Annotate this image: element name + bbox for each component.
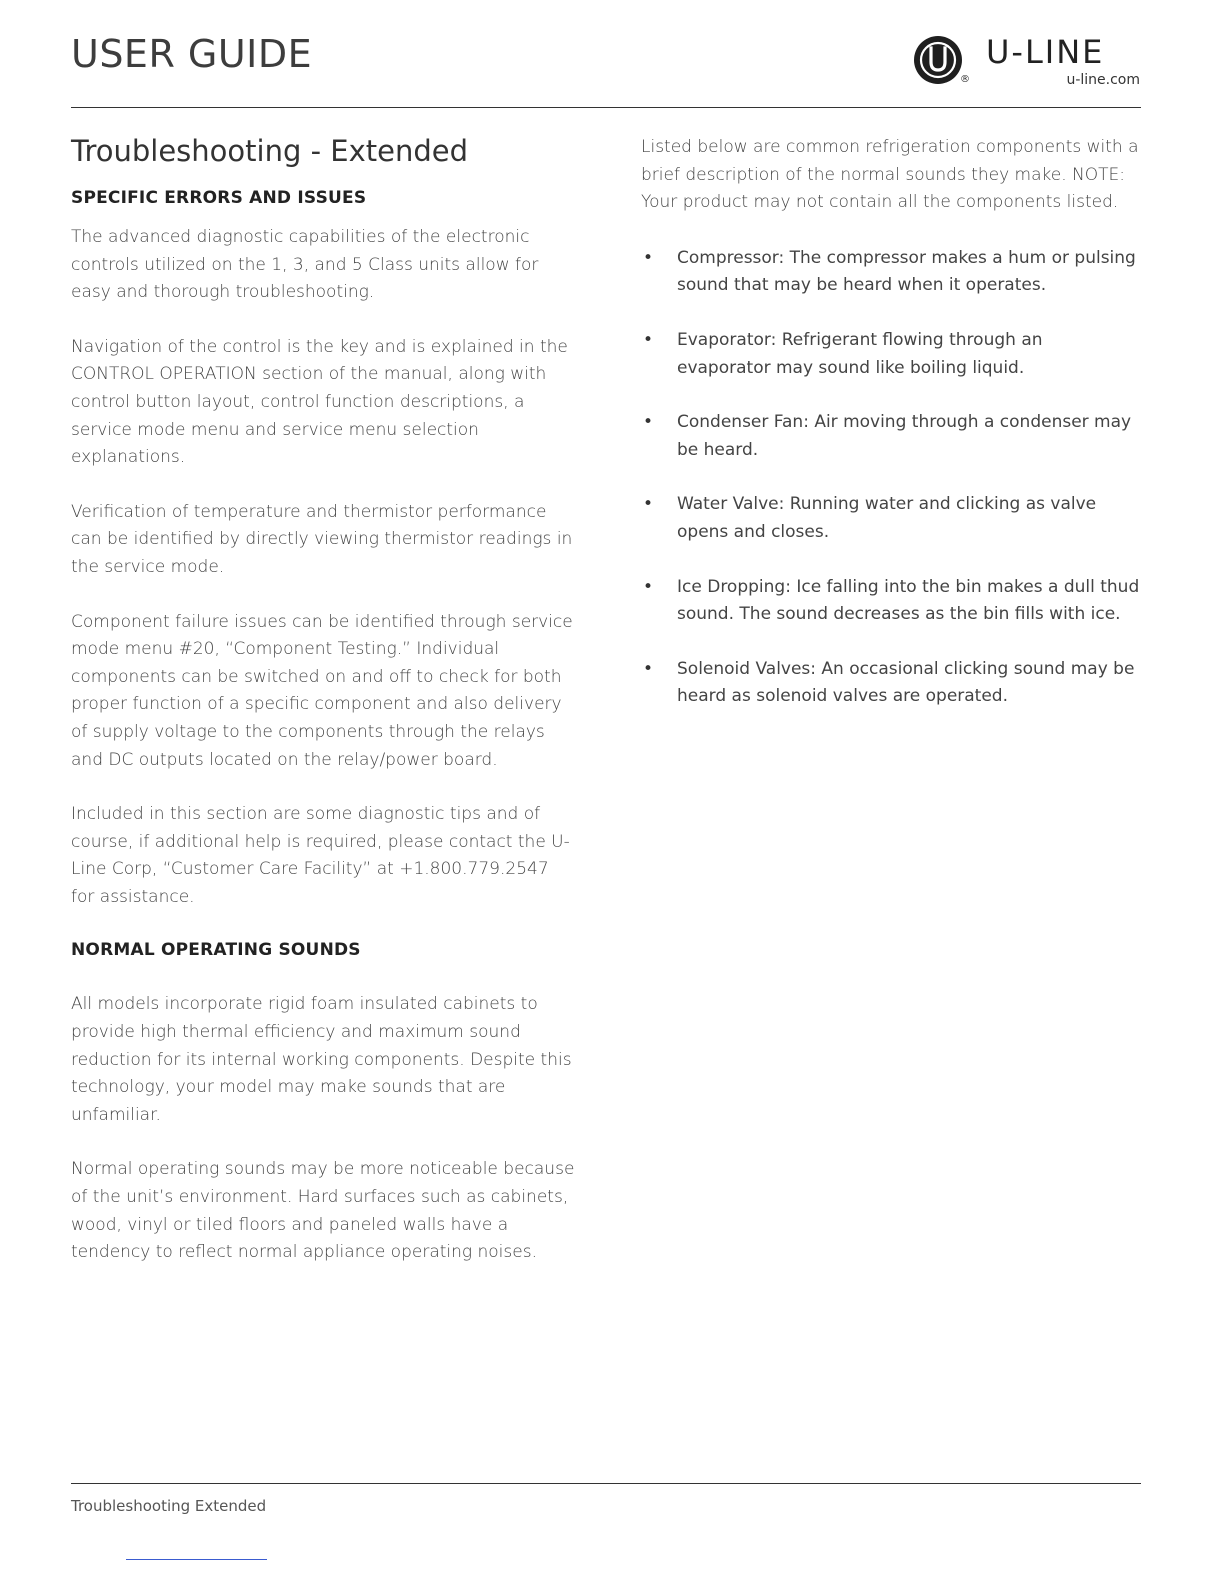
subhead-normal-sounds: NORMAL OPERATING SOUNDS xyxy=(71,940,361,961)
footer-divider xyxy=(71,1483,1141,1484)
list-item-text: Condenser Fan: Air moving through a condenser may be heard. xyxy=(677,412,1132,460)
registered-mark: ® xyxy=(960,74,970,85)
subhead-specific-errors: SPECIFIC ERRORS AND ISSUES xyxy=(71,188,367,208)
footer-section-label: Troubleshooting Extended xyxy=(71,1497,267,1515)
list-item-text: Ice Dropping: Ice falling into the bin makes a dull thud sound. The sound decreases as the bin fills with ice. xyxy=(677,576,1140,625)
components-intro: Listed below are common refrigeration components with a brief description of the normal sounds they make. NOTE: Your product may not contain all the components listed. xyxy=(641,137,1139,213)
page-header-title: USER GUIDE xyxy=(71,32,313,76)
list-item-text: Water Valve: Running water and clicking as valve opens and closes. xyxy=(677,494,1097,542)
paragraph: Verification of temperature and thermistor performance can be identified by directly viewing thermistor readings in the service mode. xyxy=(71,501,573,577)
header-divider xyxy=(71,107,1141,108)
list-item xyxy=(641,656,1141,711)
list-item-text: Solenoid Valves: An occasional clicking sound may be heard as solenoid valves are operated. xyxy=(677,658,1135,707)
bullet-icon: • xyxy=(643,576,654,597)
list-item-text: Evaporator: Refrigerant flowing through an evaporator may sound like boiling liquid. xyxy=(677,329,1043,378)
list-item xyxy=(641,409,1141,464)
list-item xyxy=(641,574,1141,629)
paragraph: The advanced diagnostic capabilities of the electronic controls utilized on the 1, 3, and 5 Class units allow for easy and thorough troubleshooting. xyxy=(71,227,539,303)
u-line-badge-icon xyxy=(912,34,964,86)
list-item-text: Compressor: The compressor makes a hum or pulsing sound that may be heard when it operates. xyxy=(677,247,1136,296)
logo-url[interactable]: u-line.com xyxy=(1066,72,1140,88)
list-item xyxy=(641,327,1141,382)
right-column xyxy=(641,134,1141,738)
section-title: Troubleshooting - Extended xyxy=(71,134,468,168)
bullet-icon: • xyxy=(643,494,654,515)
left-column xyxy=(71,130,576,1294)
paragraph: Component failure issues can be identified through service mode menu #20, “Component Testing.” Individual components can be switched on and off to check for both proper function of a specific component and also delivery of supply voltage to the components through the relays and DC outputs located on the relay/power board. xyxy=(71,611,573,770)
bullet-icon: • xyxy=(643,247,654,268)
bullet-icon: • xyxy=(643,329,654,350)
paragraph: Navigation of the control is the key and is explained in the CONTROL OPERATION section of the manual, along with control button layout, control function descriptions, a service mode menu and service menu selection explanations. xyxy=(71,336,568,468)
bullet-icon: • xyxy=(643,412,654,433)
logo-wordmark: U-LINE xyxy=(986,33,1105,71)
paragraph: Normal operating sounds may be more noticeable because of the unit’s environment. Hard surfaces such as cabinets, wood, vinyl or tiled floors and paneled walls have a tendency to reflect normal appliance operating noises. xyxy=(71,1159,575,1263)
components-list xyxy=(641,245,1141,711)
u-line-logo[interactable] xyxy=(908,30,1148,94)
footer-link-underline[interactable] xyxy=(126,1559,267,1560)
bullet-icon: • xyxy=(643,658,654,679)
list-item xyxy=(641,245,1141,300)
list-item xyxy=(641,491,1141,546)
paragraph: All models incorporate rigid foam insulated cabinets to provide high thermal efficiency and maximum sound reduction for its internal working components. Despite this technology, your model may make sounds that are unfamiliar. xyxy=(71,994,572,1125)
paragraph: Included in this section are some diagnostic tips and of course, if additional help is required, please contact the U-Line Corp, “Customer Care Facility” at +1.800.779.2547 for assistance. xyxy=(71,804,570,907)
